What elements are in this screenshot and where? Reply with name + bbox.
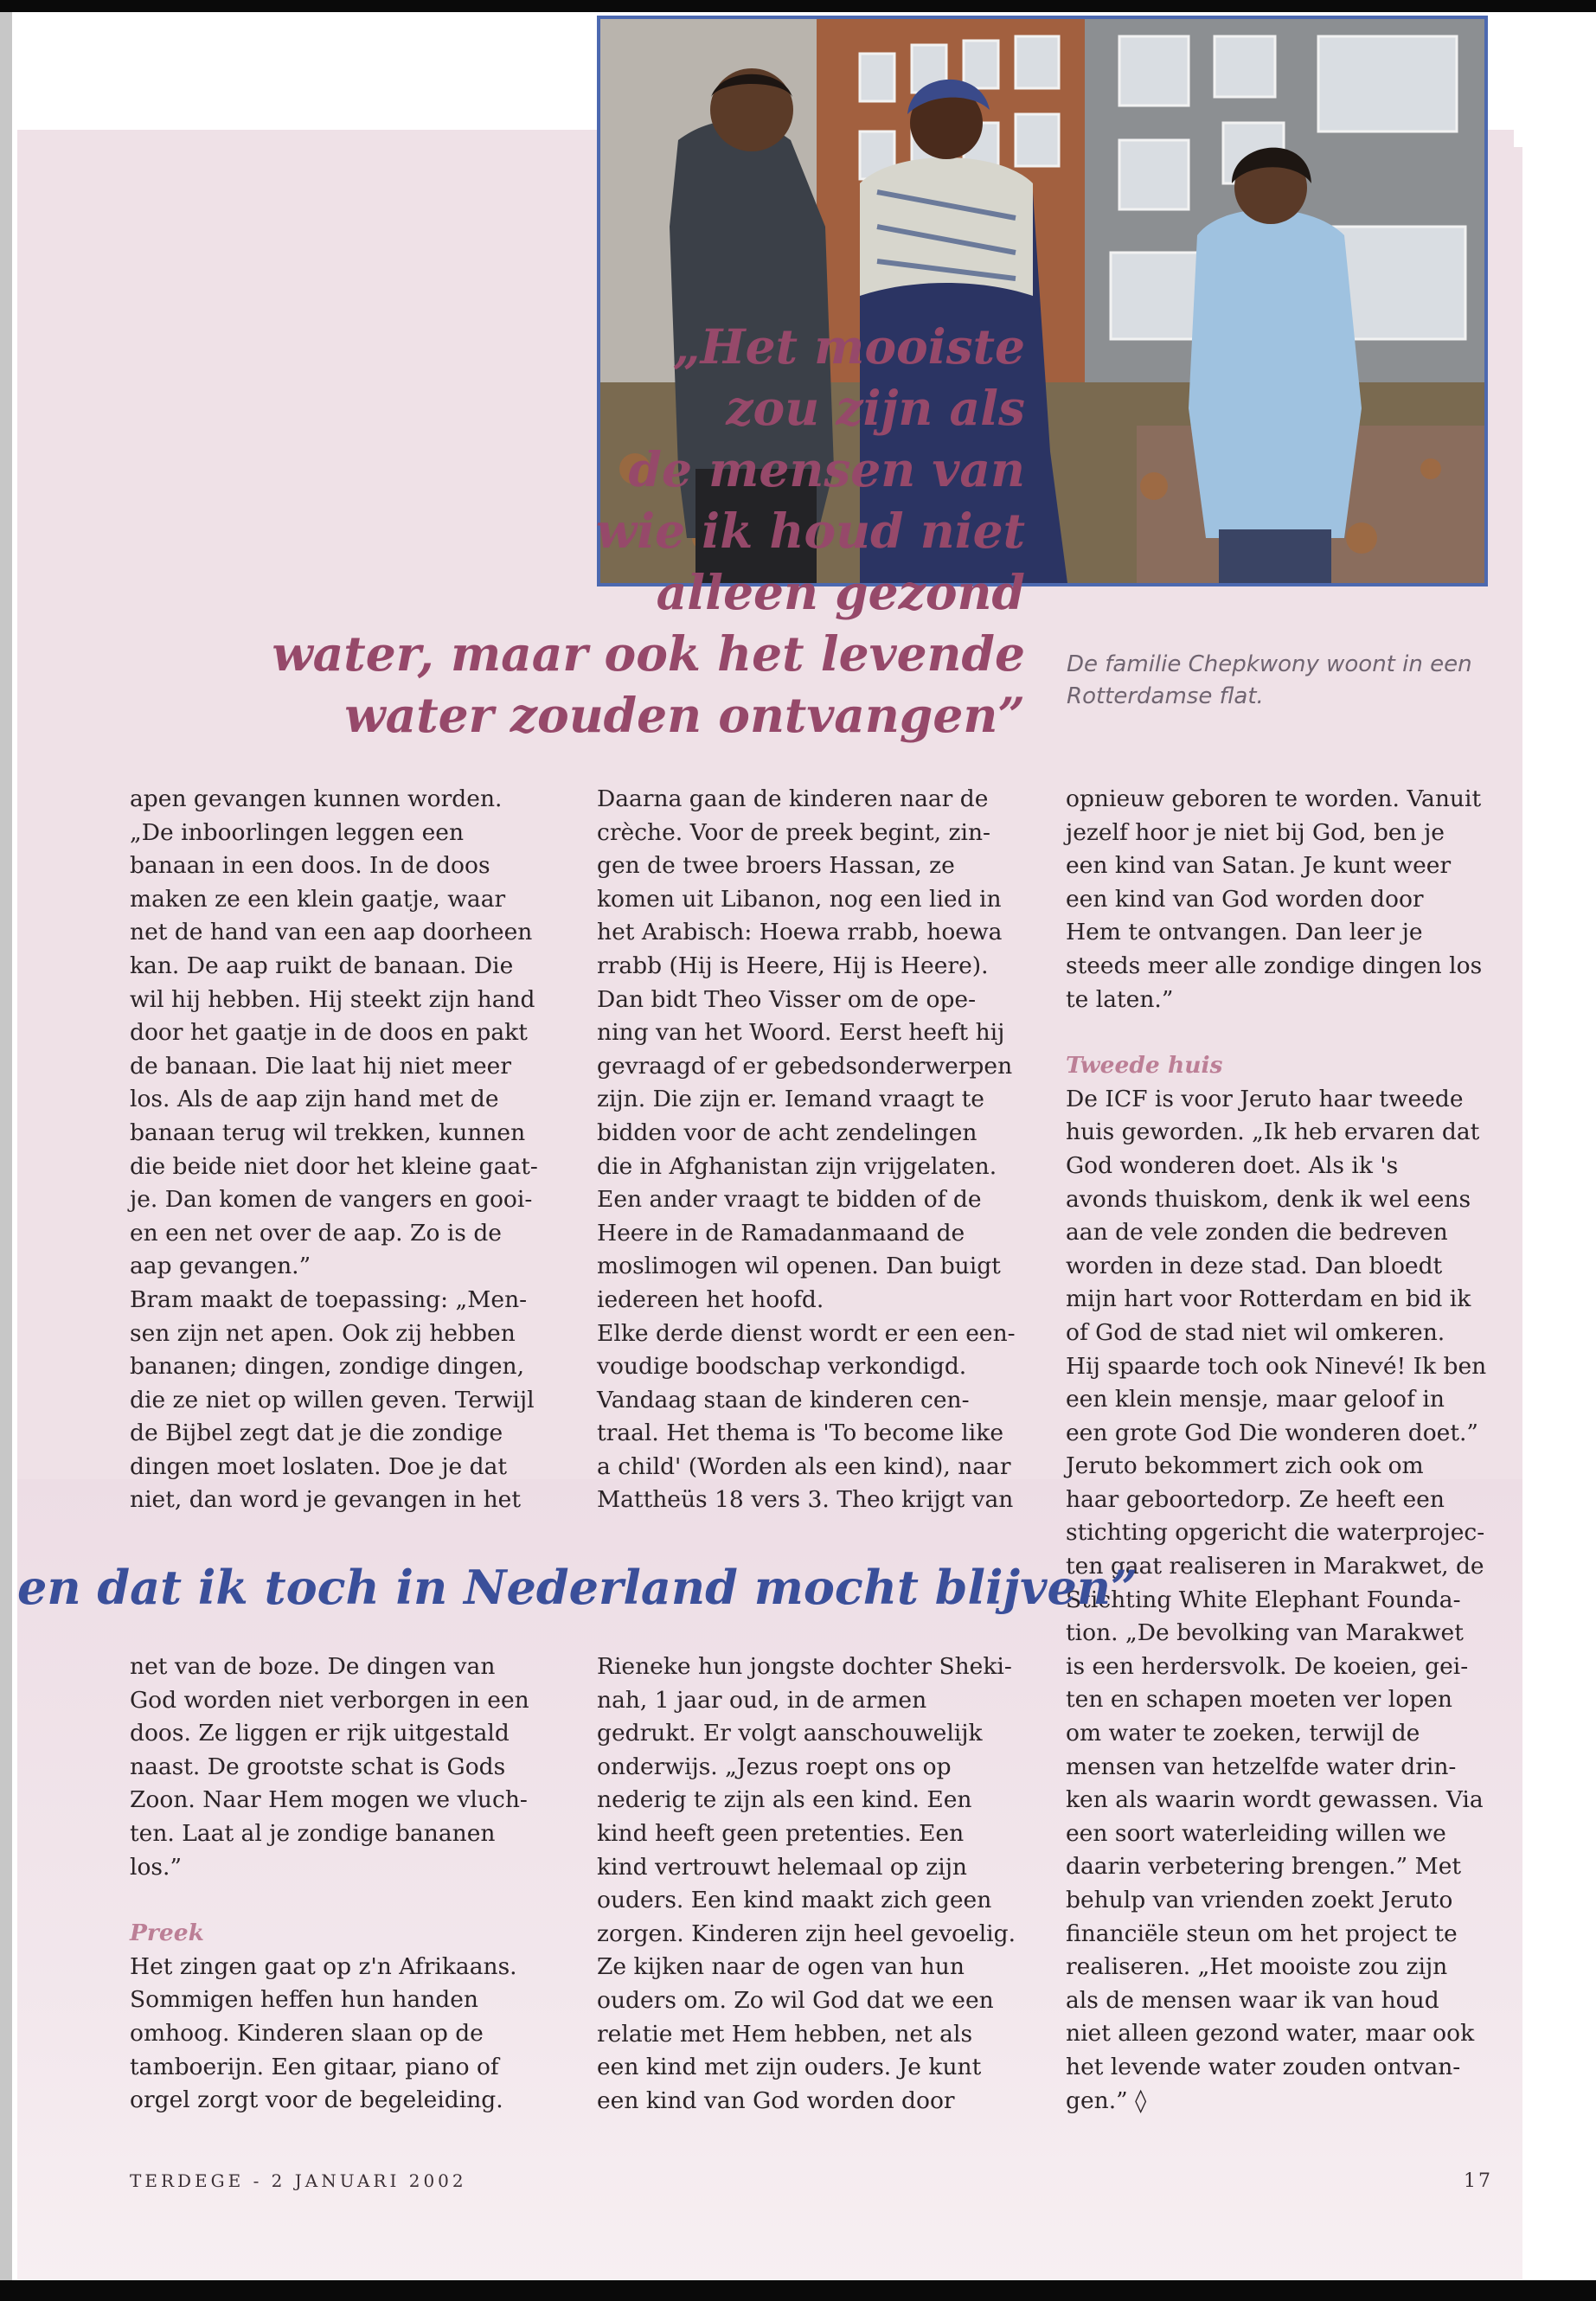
pull-quote-line: water zouden ontvangen” — [344, 687, 1025, 743]
text-line: Een ander vraagt te bidden of de — [597, 1186, 982, 1214]
text-line: moslimogen wil openen. Dan buigt — [597, 1253, 1001, 1280]
text-line: komen uit Libanon, nog een lied in — [597, 885, 1002, 913]
text-line: een kind met zijn ouders. Je kunt — [597, 2054, 982, 2081]
column-2-bottom — [597, 1650, 1047, 2118]
caption-line: Rotterdamse flat. — [1067, 683, 1264, 709]
text-line: los.” — [130, 1853, 183, 1881]
text-line: een kind van Satan. Je kunt weer — [1066, 852, 1452, 880]
text-line: onderwijs. „Jezus roept ons op — [597, 1753, 952, 1780]
page-number: 17 — [1464, 2170, 1493, 2192]
text-line: Mattheüs 18 vers 3. Theo krijgt van — [597, 1486, 1014, 1514]
text-line: gen de twee broers Hassan, ze — [597, 852, 955, 880]
footer-publication: TERDEGE - 2 JANUARI 2002 — [130, 2170, 467, 2191]
top-border — [0, 0, 1596, 12]
text-line: Rieneke hun jongste dochter Sheki- — [597, 1653, 1012, 1680]
body-paragraph — [130, 783, 580, 1517]
text-line: ouders. Een kind maakt zich geen — [597, 1887, 992, 1914]
text-line: Het zingen gaat op z'n Afrikaans. — [130, 1952, 517, 1980]
text-line: gevraagd of er gebedsonderwerpen — [597, 1052, 1013, 1080]
left-scan-edge — [0, 12, 12, 2280]
text-line: de banaan. Die laat hij niet meer — [130, 1052, 512, 1080]
text-line: omhoog. Kinderen slaan op de — [130, 2019, 484, 2047]
text-line: traal. Het thema is 'To become like — [597, 1420, 1003, 1447]
photo-caption — [1067, 649, 1499, 713]
text-line: mijn hart voor Rotterdam en bid ik — [1066, 1285, 1471, 1313]
text-line: mensen van hetzelfde water drin- — [1066, 1753, 1457, 1780]
text-line: maken ze een klein gaatje, waar — [130, 885, 506, 913]
pull-quote-line: water, maar ook het levende — [272, 625, 1025, 682]
text-line: als de mensen waar ik van houd — [1066, 1986, 1439, 2014]
text-line: gedrukt. Er volgt aanschouwelijk — [597, 1720, 983, 1747]
pull-quote-line: wie ik houd niet — [595, 503, 1025, 559]
text-line: voudige boodschap verkondigd. — [597, 1353, 967, 1381]
text-line: is een herdersvolk. De koeien, gei- — [1066, 1652, 1469, 1680]
text-line: een kind van God worden door — [1066, 885, 1424, 913]
text-line: God worden niet verborgen in een — [130, 1686, 529, 1714]
text-line: daarin verbetering brengen.” Met — [1066, 1853, 1462, 1881]
text-line: Bram maakt de toepassing: „Men- — [130, 1285, 528, 1313]
text-line: relatie met Hem hebben, net als — [597, 2020, 973, 2048]
text-line: ning van het Woord. Eerst heeft hij — [597, 1019, 1005, 1047]
text-line: sen zijn net apen. Ook zij hebben — [130, 1319, 516, 1347]
text-line: crèche. Voor de preek begint, zin- — [597, 818, 990, 846]
bottom-border — [0, 2280, 1596, 2301]
pull-quote — [130, 316, 1025, 746]
caption-line: De familie Chepkwony woont in een — [1067, 651, 1472, 677]
text-line: Hij spaarde toch ook Ninevé! Ik ben — [1066, 1352, 1487, 1380]
text-line: tion. „De bevolking van Marakwet — [1066, 1619, 1464, 1647]
text-line: los. Als de aap zijn hand met de — [130, 1086, 499, 1113]
text-line: kind heeft geen pretenties. Een — [597, 1819, 965, 1847]
body-paragraph — [130, 1650, 580, 1884]
text-line: haar geboortedorp. Ze heeft een — [1066, 1485, 1445, 1513]
text-line: nah, 1 jaar oud, in de armen — [597, 1686, 927, 1714]
text-line: net de hand van een aap doorheen — [130, 919, 533, 946]
text-line: dingen moet loslaten. Doe je dat — [130, 1452, 508, 1480]
section-heading: Preek — [130, 1920, 204, 1947]
body-paragraph — [130, 1951, 580, 2118]
text-line: huis geworden. „Ik heb ervaren dat — [1066, 1118, 1480, 1146]
text-line: De ICF is voor Jeruto haar tweede — [1066, 1085, 1464, 1112]
text-line: Heere in de Ramadanmaand de — [597, 1219, 965, 1247]
column-2-top — [597, 783, 1047, 1517]
column-1-bottom — [130, 1650, 580, 2118]
text-line: Hem te ontvangen. Dan leer je — [1066, 919, 1423, 946]
text-line: naast. De grootste schat is Gods — [130, 1753, 506, 1780]
text-line: een klein mensje, maar geloof in — [1066, 1386, 1445, 1413]
text-line: om water te zoeken, terwijl de — [1066, 1720, 1420, 1747]
text-line: banaan terug wil trekken, kunnen — [130, 1118, 526, 1146]
text-line: te laten.” — [1066, 985, 1174, 1013]
text-line: Daarna gaan de kinderen naar de — [597, 785, 989, 812]
text-line: Vandaag staan de kinderen cen- — [597, 1386, 970, 1413]
text-line: die ze niet op willen geven. Terwijl — [130, 1386, 535, 1413]
text-line: en een net over de aap. Zo is de — [130, 1219, 502, 1247]
text-line: door het gaatje in de doos en pakt — [130, 1019, 528, 1047]
text-line: ken als waarin wordt gewassen. Via — [1066, 1786, 1484, 1814]
text-line: worden in deze stad. Dan bloedt — [1066, 1252, 1443, 1279]
body-paragraph — [597, 1650, 1047, 2118]
text-line: Dan bidt Theo Visser om de ope- — [597, 985, 977, 1013]
text-line: een grote God Die wonderen doet.” — [1066, 1419, 1478, 1446]
text-line: kan. De aap ruikt de banaan. Die — [130, 952, 514, 979]
pull-quote-line: zou zijn als — [726, 380, 1025, 436]
text-line: of God de stad niet wil omkeren. — [1066, 1318, 1445, 1346]
text-line: financiële steun om het project te — [1066, 1920, 1458, 1947]
text-line: het Arabisch: Hoewa rrabb, hoewa — [597, 919, 1003, 946]
text-line: aan de vele zonden die bedreven — [1066, 1219, 1448, 1247]
text-line: realiseren. „Het mooiste zou zijn — [1066, 1953, 1448, 1981]
pull-quote-line: „Het mooiste — [673, 318, 1025, 375]
text-line: die beide niet door het kleine gaat- — [130, 1152, 538, 1180]
text-line: bidden voor de acht zendelingen — [597, 1118, 977, 1146]
text-line: aap gevangen.” — [130, 1253, 311, 1280]
text-line: bananen; dingen, zondige dingen, — [130, 1353, 524, 1381]
text-line: „De inboorlingen leggen een — [130, 818, 465, 846]
text-line: a child' (Worden als een kind), naar — [597, 1452, 1011, 1480]
text-line: tamboerijn. Een gitaar, piano of — [130, 2053, 499, 2080]
column-1-top — [130, 783, 580, 1517]
text-line: zijn. Die zijn er. Iemand vraagt te — [597, 1086, 984, 1113]
text-line: net van de boze. De dingen van — [130, 1653, 496, 1680]
text-line: iedereen het hoofd. — [597, 1285, 824, 1313]
column-3 — [1066, 783, 1516, 2118]
text-line: steeds meer alle zondige dingen los — [1066, 952, 1483, 979]
text-line: behulp van vrienden zoekt Jeruto — [1066, 1887, 1453, 1913]
text-line: rrabb (Hij is Heere, Hij is Heere). — [597, 952, 989, 979]
text-line: je. Dan komen de vangers en gooi- — [130, 1186, 533, 1214]
text-line: Stichting White Elephant Founda- — [1066, 1586, 1461, 1613]
text-line: nederig te zijn als een kind. Een — [597, 1786, 972, 1814]
text-line: een kind van God worden door — [597, 2086, 955, 2114]
text-line: de Bijbel zegt dat je die zondige — [130, 1420, 503, 1447]
text-line: zorgen. Kinderen zijn heel gevoelig. — [597, 1920, 1016, 1947]
text-line: Zoon. Naar Hem mogen we vluch- — [130, 1786, 528, 1814]
text-line: Jeruto bekommert zich ook om — [1066, 1452, 1424, 1480]
body-paragraph — [597, 783, 1047, 1517]
text-line: gen.” ◊ — [1066, 2086, 1147, 2114]
pull-quote-line: alleen gezond — [656, 564, 1025, 620]
pull-quote-line: de mensen van — [628, 441, 1025, 497]
text-line: een soort waterleiding willen we — [1066, 1819, 1446, 1847]
text-line: orgel zorgt voor de begeleiding. — [130, 2086, 503, 2114]
text-line: Elke derde dienst wordt er een een- — [597, 1319, 1016, 1347]
text-line: opnieuw geboren te worden. Vanuit — [1066, 785, 1482, 812]
banner-quote: en dat ik toch in Nederland mocht blijven” — [17, 1560, 1138, 1615]
text-line: Sommigen heffen hun handen — [130, 1986, 478, 2014]
text-line: ouders om. Zo wil God dat we een — [597, 1986, 994, 2014]
body-paragraph — [1066, 783, 1516, 1016]
text-line: apen gevangen kunnen worden. — [130, 785, 503, 812]
text-line: het levende water zouden ontvan- — [1066, 2053, 1461, 2080]
text-line: avonds thuiskom, denk ik wel eens — [1066, 1185, 1471, 1213]
text-line: kind vertrouwt helemaal op zijn — [597, 1853, 967, 1881]
text-line: niet, dan word je gevangen in het — [130, 1486, 521, 1514]
text-line: wil hij hebben. Hij steekt zijn hand — [130, 985, 535, 1013]
text-line: die in Afghanistan zijn vrijgelaten. — [597, 1152, 997, 1180]
text-line: Ze kijken naar de ogen van hun — [597, 1953, 965, 1981]
section-heading: Tweede huis — [1066, 1052, 1223, 1080]
text-line: God wonderen doet. Als ik 's — [1066, 1151, 1399, 1179]
text-line: ten gaat realiseren in Marakwet, de — [1066, 1553, 1484, 1580]
text-line: niet alleen gezond water, maar ook — [1066, 2020, 1475, 2048]
text-line: jezelf hoor je niet bij God, ben je — [1066, 818, 1445, 846]
text-line: ten en schapen moeten ver lopen — [1066, 1686, 1452, 1714]
text-line: doos. Ze liggen er rijk uitgestald — [130, 1720, 510, 1747]
text-line: banaan in een doos. In de doos — [130, 852, 490, 880]
text-line: ten. Laat al je zondige bananen — [130, 1819, 496, 1847]
text-line: stichting opgericht die waterprojec- — [1066, 1519, 1485, 1547]
